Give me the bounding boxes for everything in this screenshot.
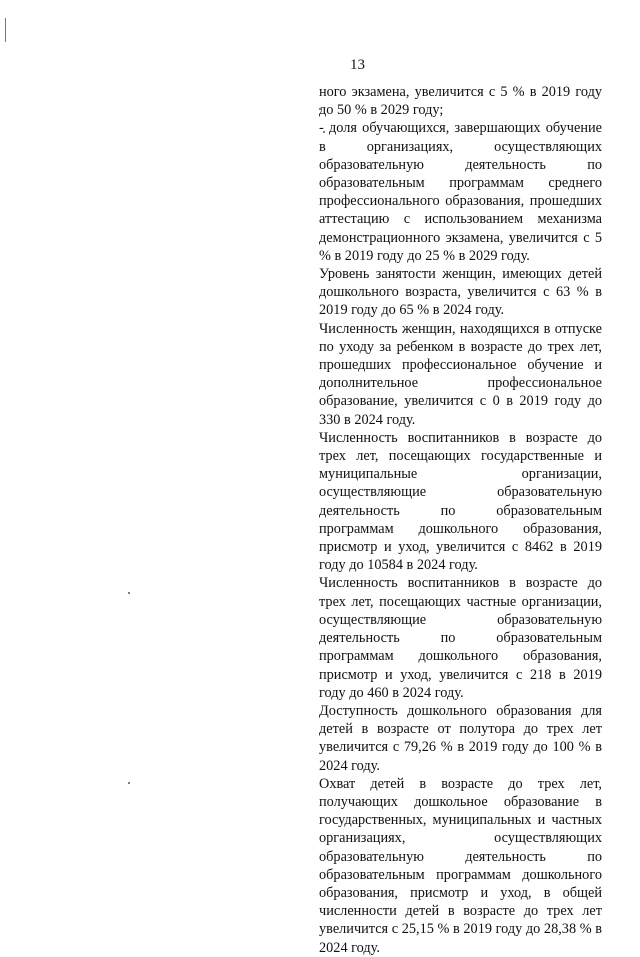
paragraph: ного экзамена, увеличится с 5 % в 2019 году до 50 % в 2029 году; [319,84,602,119]
paragraph: - доля обучающихся, завершающих обучение в организациях, осуществляющих образовательную деятельность по образовательным программам среднего профессионального образования, прошедших аттестацию с использованием механизма демонстрационного экзамена, увеличится с 5 % в 2019 году до 25 % в 2029 году. [319,120,602,264]
page-number: 13 [350,57,365,73]
paragraph: Численность воспитанников в возрасте до трех лет, посещающих частные организации, осуществляющие образовательную деятельность по образовательным программам дошкольного образования, присмотр и уход, увеличится с 218 в 2019 году до 460 в 2024 году. [319,575,602,701]
document-body [319,83,602,957]
scan-speck [128,782,130,784]
scan-speck [128,592,130,594]
scan-edge-mark [5,18,6,42]
paragraph: Доступность дошкольного образования для детей в возрасте от полутора до трех лет увеличится с 79,26 % в 2019 году до 100 % в 2024 году. [319,702,602,774]
paragraph: Уровень занятости женщин, имеющих детей дошкольного возраста, увеличится с 63 % в 2019 году до 65 % в 2024 году. [319,266,602,319]
paragraph: Численность женщин, находящихся в отпуске по уходу за ребенком в возрасте до трех лет, прошедших профессиональное обучение и дополнительное профессиональное образование, увеличится с 0 в 2019 году до 330 в 2024 году. [319,320,602,428]
paragraph: Численность воспитанников в возрасте до трех лет, посещающих государственные и муниципальные организации, осуществляющие образовательную деятельность по образовательным программам дошкольного образования, присмотр и уход, увеличится с 8462 в 2019 году до 10584 в 2024 году. [319,429,602,574]
paragraph: Охват детей в возрасте до трех лет, получающих дошкольное образование в государственных, муниципальных и частных организациях, осуществляющих образовательную деятельность по образовательным программам дошкольного образования, присмотр и уход, в общей численности детей в возрасте до трех лет увеличится с 25,15 % в 2019 году до 28,38 % в 2024 году. [319,775,602,956]
